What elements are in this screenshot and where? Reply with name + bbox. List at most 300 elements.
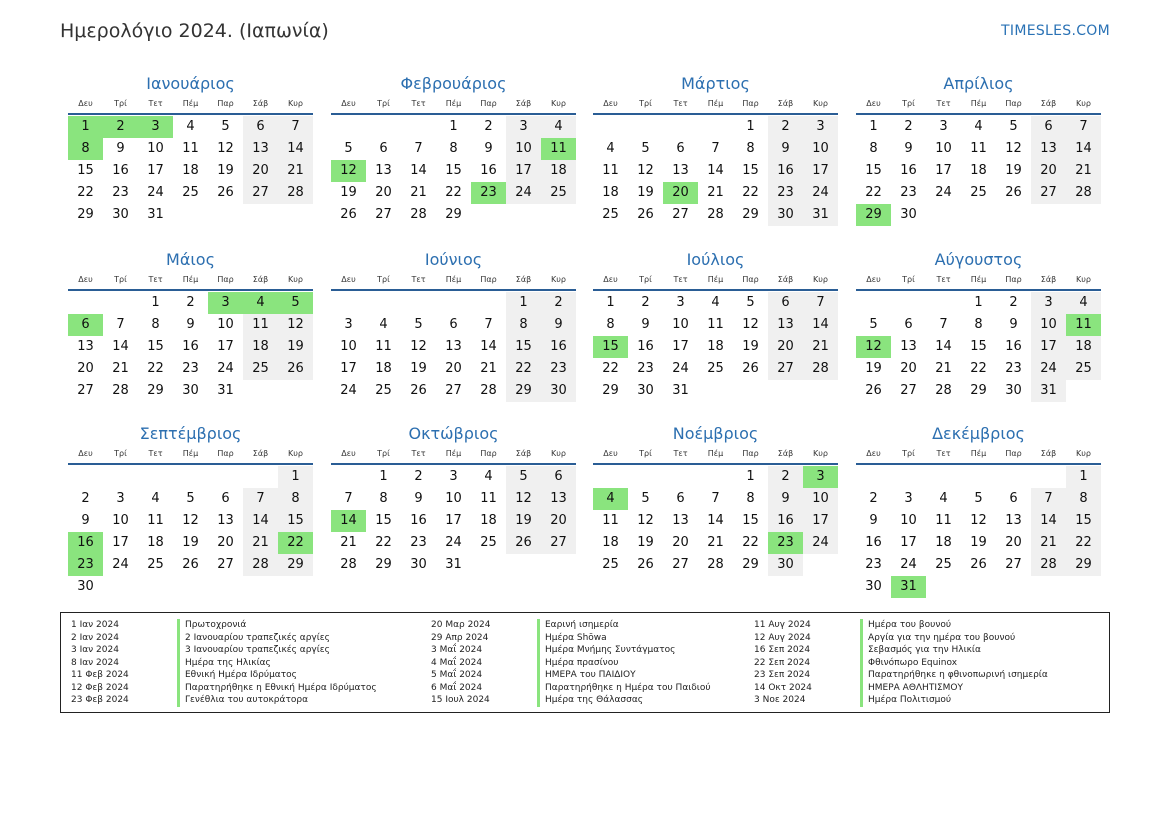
- day-cell: 8: [974, 317, 983, 332]
- empty-cell: [366, 116, 401, 138]
- day-cell: 16: [541, 336, 576, 358]
- holiday-name: Ημέρα του βουνού: [868, 620, 952, 630]
- day-cell: 5: [746, 295, 755, 310]
- day-cell: 8: [449, 141, 458, 156]
- day-cell: 11: [480, 491, 497, 506]
- empty-cell: [1031, 466, 1066, 488]
- day-cell: 5: [869, 317, 878, 332]
- holiday-day: 12: [856, 336, 891, 358]
- weekday-label: Κυρ: [551, 275, 566, 284]
- holiday-name: Εθνική Ημέρα Ιδρύματος: [185, 670, 297, 680]
- holiday-marker: [537, 682, 540, 695]
- holiday-name: Γενέθλια του αυτοκράτορα: [185, 695, 309, 705]
- day-cell: 29: [445, 207, 462, 222]
- day-cell: 23: [865, 557, 882, 572]
- day-cell: 27: [243, 182, 278, 204]
- day-cell: 15: [77, 163, 94, 178]
- day-cell: 7: [243, 488, 278, 510]
- day-cell: 1: [746, 119, 755, 134]
- empty-cell: [208, 466, 243, 488]
- weekday-label: Τετ: [148, 449, 163, 458]
- weekday-label: Κυρ: [1076, 275, 1091, 284]
- day-cell: 11: [602, 163, 619, 178]
- holiday-name: Παρατηρήθηκε η φθινοπωρινή ισημερία: [868, 670, 1048, 680]
- day-grid: [856, 116, 1101, 226]
- weekday-label: Κυρ: [288, 449, 303, 458]
- weekday-label: Παρ: [1005, 275, 1022, 284]
- day-cell: 27: [217, 557, 234, 572]
- holiday-item: [71, 619, 377, 632]
- month-block: [856, 74, 1101, 226]
- month-block: [331, 250, 576, 402]
- day-cell: 7: [939, 317, 948, 332]
- day-cell: 30: [637, 383, 654, 398]
- holiday-item: [431, 694, 711, 707]
- holiday-marker: [177, 694, 180, 707]
- day-cell: 19: [182, 535, 199, 550]
- day-cell: 1: [746, 469, 755, 484]
- holiday-name: 2 Ιανουαρίου τραπεζικές αργίες: [185, 632, 330, 643]
- day-cell: 11: [243, 314, 278, 336]
- header-rule: [856, 289, 1101, 291]
- day-cell: 5: [1009, 119, 1018, 134]
- month-name: Νοέμβριος: [672, 424, 759, 443]
- weekday-label: Πέμ: [445, 449, 462, 458]
- day-cell: 22: [742, 535, 759, 550]
- weekday-label: Σάβ: [515, 449, 532, 458]
- weekday-label: Κυρ: [1076, 449, 1091, 458]
- day-cell: 17: [147, 163, 164, 178]
- day-cell: 19: [506, 510, 541, 532]
- day-cell: 28: [707, 557, 724, 572]
- day-cell: 24: [445, 535, 462, 550]
- day-cell: 21: [935, 361, 952, 376]
- holiday-day: 12: [331, 160, 366, 182]
- holiday-column-1: [71, 619, 377, 707]
- day-cell: 31: [672, 383, 689, 398]
- day-cell: 25: [1066, 358, 1101, 380]
- month-block: [856, 250, 1101, 402]
- holiday-name: Παρατηρήθηκε η Ημέρα του Παιδιού: [545, 682, 711, 693]
- holiday-name: Παρατηρήθηκε η Εθνική Ημέρα Ιδρύματος: [185, 682, 377, 693]
- weekday-label: Πέμ: [970, 99, 987, 108]
- month-block: [68, 74, 313, 226]
- holiday-date: 12 Φεβ 2024: [71, 682, 129, 693]
- holiday-day: 11: [541, 138, 576, 160]
- day-cell: 29: [506, 380, 541, 402]
- weekday-header: [331, 97, 576, 111]
- day-cell: 21: [1066, 160, 1101, 182]
- day-cell: 16: [768, 510, 803, 532]
- month-name: Ιούνιος: [424, 250, 483, 269]
- day-cell: 31: [445, 557, 462, 572]
- day-cell: 2: [484, 119, 493, 134]
- header-rule: [593, 463, 838, 465]
- day-cell: 8: [869, 141, 878, 156]
- weekday-label: Τετ: [411, 449, 426, 458]
- day-cell: 24: [672, 361, 689, 376]
- month-name: Φεβρουάριος: [400, 74, 507, 93]
- holiday-day: 29: [856, 204, 891, 226]
- day-cell: 13: [768, 314, 803, 336]
- day-cell: 10: [340, 339, 357, 354]
- day-cell: 29: [77, 207, 94, 222]
- empty-cell: [103, 292, 138, 314]
- day-cell: 18: [707, 339, 724, 354]
- day-cell: 6: [221, 491, 230, 506]
- holiday-day: 22: [278, 532, 313, 554]
- day-cell: 28: [112, 383, 129, 398]
- weekday-label: Τρί: [114, 99, 127, 108]
- holiday-marker: [177, 669, 180, 682]
- weekday-label: Δευ: [341, 99, 356, 108]
- day-cell: 4: [1066, 292, 1101, 314]
- holiday-item: [71, 657, 377, 670]
- day-cell: 27: [768, 358, 803, 380]
- day-cell: 20: [77, 361, 94, 376]
- day-cell: 26: [970, 557, 987, 572]
- holiday-name: Ημέρα Πολιτισμού: [868, 695, 952, 705]
- holiday-name: Ημέρα της Θάλασσας: [545, 695, 644, 705]
- day-cell: 5: [221, 119, 230, 134]
- day-cell: 21: [803, 336, 838, 358]
- month-block: [856, 424, 1101, 598]
- day-cell: 2: [768, 116, 803, 138]
- weekday-label: Πέμ: [707, 449, 724, 458]
- day-cell: 14: [278, 138, 313, 160]
- day-cell: 16: [182, 339, 199, 354]
- weekday-label: Πέμ: [707, 275, 724, 284]
- day-cell: 4: [974, 119, 983, 134]
- day-cell: 11: [182, 141, 199, 156]
- day-cell: 19: [970, 535, 987, 550]
- day-cell: 15: [278, 510, 313, 532]
- weekday-label: Σάβ: [252, 449, 269, 458]
- holiday-day: 8: [68, 138, 103, 160]
- day-cell: 26: [506, 532, 541, 554]
- day-cell: 1: [974, 295, 983, 310]
- day-cell: 5: [344, 141, 353, 156]
- day-cell: 18: [970, 163, 987, 178]
- day-cell: 18: [935, 535, 952, 550]
- day-cell: 22: [77, 185, 94, 200]
- weekday-label: Τρί: [902, 275, 915, 284]
- day-cell: 17: [672, 339, 689, 354]
- day-cell: 1: [506, 292, 541, 314]
- day-cell: 9: [768, 488, 803, 510]
- weekday-label: Πέμ: [182, 275, 199, 284]
- weekday-label: Τρί: [114, 449, 127, 458]
- day-cell: 22: [506, 358, 541, 380]
- empty-cell: [593, 466, 628, 488]
- day-cell: 24: [112, 557, 129, 572]
- holiday-column-2: [431, 619, 711, 707]
- holiday-name: Ημέρα Shōwa: [545, 632, 607, 643]
- day-cell: 22: [445, 185, 462, 200]
- weekday-label: Σάβ: [515, 99, 532, 108]
- day-cell: 3: [939, 119, 948, 134]
- weekday-label: Κυρ: [288, 99, 303, 108]
- day-cell: 24: [900, 557, 917, 572]
- day-cell: 24: [803, 182, 838, 204]
- day-cell: 19: [217, 163, 234, 178]
- holiday-day: 6: [68, 314, 103, 336]
- day-cell: 5: [641, 491, 650, 506]
- weekday-label: Παρ: [480, 275, 497, 284]
- empty-cell: [68, 292, 103, 314]
- empty-cell: [436, 292, 471, 314]
- day-cell: 23: [112, 185, 129, 200]
- weekday-label: Παρ: [1005, 99, 1022, 108]
- day-cell: 23: [1005, 361, 1022, 376]
- brand-link[interactable]: TIMESLES.COM: [1001, 23, 1110, 39]
- weekday-label: Πέμ: [182, 99, 199, 108]
- day-cell: 9: [1009, 317, 1018, 332]
- day-cell: 3: [1031, 292, 1066, 314]
- holiday-day: 2: [103, 116, 138, 138]
- day-cell: 17: [803, 160, 838, 182]
- day-cell: 20: [375, 185, 392, 200]
- weekday-label: Σάβ: [1040, 99, 1057, 108]
- month-name: Σεπτέμβριος: [139, 424, 242, 443]
- weekday-label: Πέμ: [182, 449, 199, 458]
- day-cell: 18: [602, 535, 619, 550]
- weekday-label: Σάβ: [777, 449, 794, 458]
- day-cell: 11: [147, 513, 164, 528]
- empty-cell: [891, 466, 926, 488]
- day-cell: 12: [1005, 141, 1022, 156]
- day-cell: 28: [1031, 554, 1066, 576]
- weekday-label: Τρί: [639, 449, 652, 458]
- day-cell: 20: [900, 361, 917, 376]
- header-rule: [68, 289, 313, 291]
- holiday-day: 23: [68, 554, 103, 576]
- day-cell: 2: [541, 292, 576, 314]
- day-cell: 26: [1005, 185, 1022, 200]
- weekday-label: Παρ: [742, 99, 759, 108]
- day-cell: 7: [711, 491, 720, 506]
- month-name: Μάιος: [166, 250, 215, 269]
- day-cell: 27: [541, 532, 576, 554]
- day-cell: 30: [182, 383, 199, 398]
- weekday-label: Παρ: [217, 275, 234, 284]
- day-cell: 9: [484, 141, 493, 156]
- day-grid: [593, 292, 838, 402]
- day-cell: 2: [414, 469, 423, 484]
- day-cell: 4: [186, 119, 195, 134]
- holiday-marker: [177, 682, 180, 695]
- holiday-date: 16 Σεπ 2024: [754, 645, 811, 655]
- header-rule: [68, 463, 313, 465]
- weekday-label: Δευ: [78, 449, 93, 458]
- day-cell: 6: [904, 317, 913, 332]
- day-cell: 1: [449, 119, 458, 134]
- day-cell: 26: [637, 557, 654, 572]
- day-cell: 29: [147, 383, 164, 398]
- month-block: [593, 424, 838, 576]
- weekday-label: Τρί: [902, 99, 915, 108]
- day-cell: 22: [970, 361, 987, 376]
- weekday-label: Τετ: [673, 99, 688, 108]
- day-cell: 18: [147, 535, 164, 550]
- holiday-item: [71, 669, 377, 682]
- day-cell: 31: [1031, 380, 1066, 402]
- day-cell: 30: [77, 579, 94, 594]
- day-cell: 10: [803, 138, 838, 160]
- holiday-day: 14: [331, 510, 366, 532]
- day-cell: 13: [900, 339, 917, 354]
- weekday-label: Δευ: [866, 99, 881, 108]
- day-cell: 6: [541, 466, 576, 488]
- day-cell: 30: [541, 380, 576, 402]
- day-cell: 13: [672, 513, 689, 528]
- day-cell: 5: [641, 141, 650, 156]
- holiday-date: 5 Μαΐ 2024: [431, 670, 483, 680]
- day-cell: 8: [1066, 488, 1101, 510]
- holiday-day: 1: [68, 116, 103, 138]
- weekday-label: Κυρ: [813, 275, 828, 284]
- day-cell: 8: [506, 314, 541, 336]
- holiday-date: 22 Σεπ 2024: [754, 657, 811, 668]
- empty-cell: [68, 466, 103, 488]
- weekday-label: Τετ: [148, 99, 163, 108]
- holiday-name: Πρωτοχρονιά: [185, 620, 247, 630]
- holiday-item: [71, 644, 377, 657]
- day-cell: 28: [935, 383, 952, 398]
- day-cell: 29: [742, 557, 759, 572]
- day-cell: 2: [1009, 295, 1018, 310]
- day-cell: 9: [116, 141, 125, 156]
- header-rule: [331, 113, 576, 115]
- holiday-day: 3: [803, 466, 838, 488]
- holiday-marker: [177, 657, 180, 670]
- day-grid: [593, 466, 838, 576]
- day-cell: 31: [217, 383, 234, 398]
- day-cell: 15: [1066, 510, 1101, 532]
- day-cell: 31: [147, 207, 164, 222]
- holiday-marker: [537, 669, 540, 682]
- day-cell: 23: [637, 361, 654, 376]
- day-cell: 24: [147, 185, 164, 200]
- day-cell: 21: [480, 361, 497, 376]
- day-cell: 25: [147, 557, 164, 572]
- day-cell: 23: [182, 361, 199, 376]
- holiday-marker: [860, 669, 863, 682]
- day-cell: 15: [375, 513, 392, 528]
- day-cell: 15: [445, 163, 462, 178]
- day-cell: 14: [707, 513, 724, 528]
- empty-cell: [331, 292, 366, 314]
- day-cell: 6: [379, 141, 388, 156]
- day-cell: 13: [217, 513, 234, 528]
- weekday-label: Κυρ: [813, 99, 828, 108]
- day-cell: 13: [375, 163, 392, 178]
- holiday-item: [754, 694, 1048, 707]
- day-cell: 2: [768, 466, 803, 488]
- day-cell: 28: [707, 207, 724, 222]
- holiday-date: 2 Ιαν 2024: [71, 632, 119, 643]
- day-cell: 11: [602, 513, 619, 528]
- day-cell: 12: [742, 317, 759, 332]
- day-cell: 14: [480, 339, 497, 354]
- day-cell: 26: [410, 383, 427, 398]
- empty-cell: [856, 466, 891, 488]
- empty-cell: [401, 292, 436, 314]
- weekday-header: [68, 447, 313, 461]
- holiday-marker: [860, 694, 863, 707]
- day-cell: 2: [81, 491, 90, 506]
- day-cell: 10: [112, 513, 129, 528]
- day-cell: 24: [506, 182, 541, 204]
- holiday-marker: [860, 644, 863, 657]
- weekday-label: Δευ: [341, 275, 356, 284]
- day-cell: 11: [707, 317, 724, 332]
- holiday-day: 4: [243, 292, 278, 314]
- day-grid: [856, 466, 1101, 598]
- weekday-label: Παρ: [742, 449, 759, 458]
- day-cell: 19: [637, 185, 654, 200]
- day-cell: 25: [541, 182, 576, 204]
- day-cell: 19: [637, 535, 654, 550]
- empty-cell: [926, 292, 961, 314]
- day-cell: 21: [243, 532, 278, 554]
- day-cell: 25: [182, 185, 199, 200]
- day-cell: 17: [445, 513, 462, 528]
- day-cell: 26: [340, 207, 357, 222]
- day-cell: 26: [182, 557, 199, 572]
- holiday-date: 6 Μαΐ 2024: [431, 682, 483, 693]
- holiday-item: [431, 619, 711, 632]
- day-cell: 19: [410, 361, 427, 376]
- day-cell: 21: [1031, 532, 1066, 554]
- empty-cell: [593, 116, 628, 138]
- day-cell: 14: [1031, 510, 1066, 532]
- weekday-label: Πέμ: [970, 275, 987, 284]
- day-cell: 10: [506, 138, 541, 160]
- day-cell: 17: [340, 361, 357, 376]
- day-cell: 3: [904, 491, 913, 506]
- weekday-label: Τετ: [673, 449, 688, 458]
- weekday-label: Παρ: [1005, 449, 1022, 458]
- holiday-date: 14 Οκτ 2024: [754, 682, 812, 693]
- weekday-label: Τρί: [639, 275, 652, 284]
- holiday-name: Ημέρα της Ηλικίας: [185, 657, 271, 668]
- day-cell: 12: [506, 488, 541, 510]
- day-cell: 19: [742, 339, 759, 354]
- day-cell: 22: [742, 185, 759, 200]
- holiday-name: 3 Ιανουαρίου τραπεζικές αργίες: [185, 645, 330, 655]
- holiday-marker: [537, 632, 540, 645]
- day-cell: 2: [904, 119, 913, 134]
- holiday-day: 4: [593, 488, 628, 510]
- day-cell: 1: [869, 119, 878, 134]
- day-cell: 18: [1066, 336, 1101, 358]
- holiday-day: 3: [208, 292, 243, 314]
- day-grid: [331, 466, 576, 576]
- day-cell: 16: [865, 535, 882, 550]
- day-grid: [68, 292, 313, 402]
- day-cell: 10: [672, 317, 689, 332]
- day-cell: 19: [865, 361, 882, 376]
- day-cell: 16: [900, 163, 917, 178]
- holiday-marker: [537, 657, 540, 670]
- holiday-date: 3 Μαΐ 2024: [431, 645, 483, 655]
- weekday-header: [593, 97, 838, 111]
- day-cell: 25: [602, 557, 619, 572]
- day-cell: 10: [1031, 314, 1066, 336]
- holiday-date: 15 Ιουλ 2024: [431, 695, 490, 705]
- day-cell: 29: [970, 383, 987, 398]
